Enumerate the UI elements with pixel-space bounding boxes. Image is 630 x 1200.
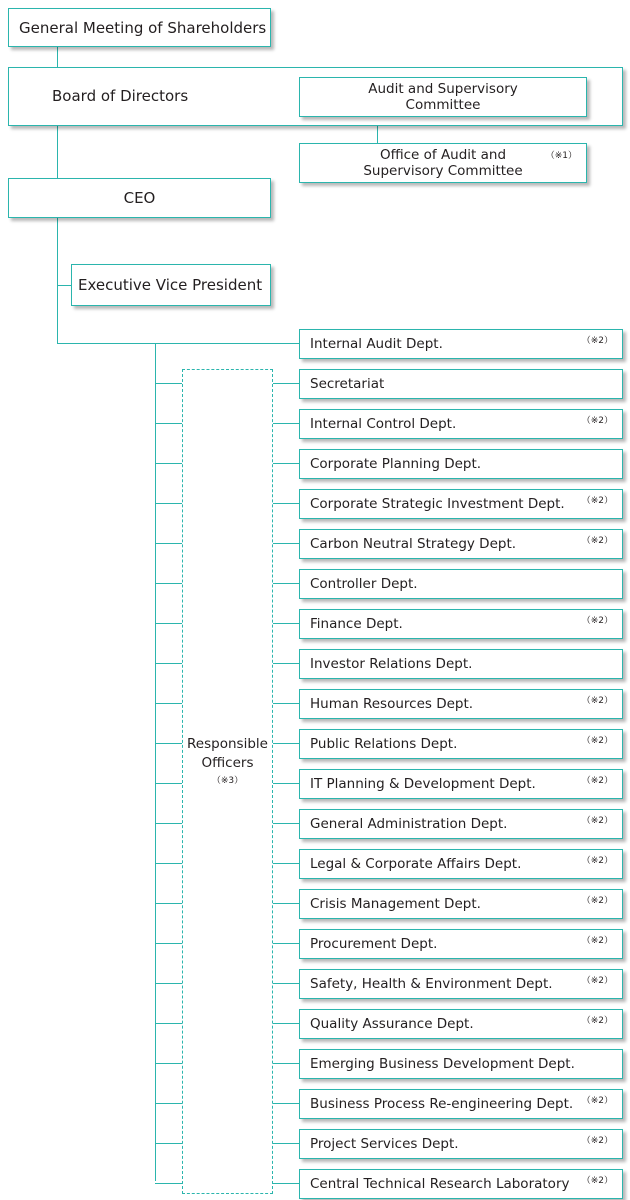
dept-connector: [155, 943, 182, 944]
department-label: Crisis Management Dept.: [310, 896, 481, 912]
dept-connector: [273, 1183, 299, 1184]
department-label: Secretariat: [310, 376, 385, 392]
department-label: Project Services Dept.: [310, 1136, 459, 1152]
connector-dept-trunk: [155, 343, 156, 1181]
department-box: [299, 769, 623, 799]
office-note: （※1）: [545, 151, 577, 161]
office-audit-committee-box: [299, 143, 587, 183]
dept-connector: [273, 903, 299, 904]
department-box: [299, 969, 623, 999]
department-label: Procurement Dept.: [310, 936, 438, 952]
dept-connector: [155, 463, 182, 464]
dept-connector: [273, 863, 299, 864]
department-note: （※2）: [581, 1096, 613, 1106]
audit-committee-line-2: Committee: [405, 97, 481, 113]
department-box: [299, 569, 623, 599]
shareholders-label: General Meeting of Shareholders: [19, 18, 267, 37]
responsible-officers-label: [182, 735, 273, 773]
board-of-directors-label: Board of Directors: [52, 87, 189, 105]
department-note: （※2）: [581, 536, 613, 546]
dept-connector: [155, 1183, 182, 1184]
department-label: Corporate Planning Dept.: [310, 456, 482, 472]
audit-committee-line-1: Audit and Supervisory: [368, 81, 518, 97]
dept-connector: [273, 1063, 299, 1064]
dept-connector: [273, 943, 299, 944]
department-box: [299, 1089, 623, 1119]
department-box: [299, 529, 623, 559]
department-box: [299, 849, 623, 879]
department-label: Safety, Health & Environment Dept.: [310, 976, 553, 992]
dept-connector: [155, 1103, 182, 1104]
department-box: [299, 1169, 623, 1199]
dept-connector: [155, 983, 182, 984]
dept-connector: [155, 583, 182, 584]
office-audit-line-1: Office of Audit and: [379, 147, 507, 163]
department-note: （※2）: [581, 696, 613, 706]
department-box: [299, 1009, 623, 1039]
department-note: （※2）: [581, 976, 613, 986]
department-box: [299, 489, 623, 519]
dept-connector: [273, 783, 299, 784]
department-label: Controller Dept.: [310, 576, 418, 592]
executive-vice-president-box: [71, 264, 271, 306]
dept-connector: [155, 903, 182, 904]
department-note: （※2）: [581, 496, 613, 506]
department-label: Public Relations Dept.: [310, 736, 458, 752]
ceo-label: CEO: [123, 189, 156, 207]
dept-connector: [155, 383, 182, 384]
department-note: （※2）: [581, 1016, 613, 1026]
department-note: （※2）: [581, 776, 613, 786]
connector-ceo-trunk: [57, 218, 58, 344]
department-label: Legal & Corporate Affairs Dept.: [310, 856, 522, 872]
department-note: （※2）: [581, 856, 613, 866]
dept-connector: [273, 703, 299, 704]
department-label: General Administration Dept.: [310, 816, 508, 832]
department-box: [299, 889, 623, 919]
dept-connector: [155, 1063, 182, 1064]
department-note: （※2）: [581, 1136, 613, 1146]
department-label: Investor Relations Dept.: [310, 656, 473, 672]
department-note: （※2）: [581, 816, 613, 826]
department-note: （※2）: [581, 896, 613, 906]
dept-connector: [273, 463, 299, 464]
department-note: （※2）: [581, 616, 613, 626]
shareholders-meeting-box: [8, 8, 271, 47]
dept-connector: [273, 623, 299, 624]
department-box: [299, 649, 623, 679]
ceo-box: [8, 178, 271, 218]
responsible-officers-note: （※3）: [211, 776, 244, 786]
dept-connector: [273, 743, 299, 744]
department-note: （※2）: [581, 336, 613, 346]
department-note: （※2）: [581, 736, 613, 746]
dept-connector: [155, 783, 182, 784]
dept-connector: [273, 663, 299, 664]
dept-connector: [273, 983, 299, 984]
dept-connector: [273, 823, 299, 824]
department-box: [299, 929, 623, 959]
department-note: （※2）: [581, 416, 613, 426]
department-label: Business Process Re-engineering Dept.: [310, 1096, 574, 1112]
connector-board-ceo: [57, 126, 58, 178]
audit-supervisory-committee-box: [299, 77, 587, 117]
responsible-officers-line-2: Officers: [201, 755, 254, 771]
department-label: Finance Dept.: [310, 616, 403, 632]
department-label: Corporate Strategic Investment Dept.: [310, 496, 565, 512]
dept-connector: [155, 703, 182, 704]
dept-connector: [155, 663, 182, 664]
dept-connector: [155, 1023, 182, 1024]
dept-connector: [155, 1143, 182, 1144]
dept-connector: [155, 623, 182, 624]
dept-connector: [155, 863, 182, 864]
department-box: [299, 1049, 623, 1079]
department-box: [299, 1129, 623, 1159]
department-label: Emerging Business Development Dept.: [310, 1056, 575, 1072]
dept-connector: [273, 1103, 299, 1104]
department-box: [299, 689, 623, 719]
department-box: [299, 729, 623, 759]
dept-connector: [273, 423, 299, 424]
responsible-officers-line-1: Responsible: [187, 736, 268, 752]
department-note: （※2）: [581, 1176, 613, 1186]
dept-connector: [273, 383, 299, 384]
dept-connector: [155, 743, 182, 744]
office-audit-line-2: Supervisory Committee: [363, 163, 523, 179]
dept-connector: [273, 503, 299, 504]
evp-label: Executive Vice President: [78, 276, 263, 294]
department-label: Internal Control Dept.: [310, 416, 457, 432]
department-label: Quality Assurance Dept.: [310, 1016, 474, 1032]
dept-connector: [273, 583, 299, 584]
department-label: IT Planning & Development Dept.: [310, 776, 536, 792]
connector-shareholders-board: [57, 47, 58, 67]
department-box: [299, 449, 623, 479]
dept-connector: [155, 423, 182, 424]
dept-connector: [273, 543, 299, 544]
department-label: Carbon Neutral Strategy Dept.: [310, 536, 517, 552]
connector-internal-audit: [57, 343, 299, 344]
department-label: Human Resources Dept.: [310, 696, 474, 712]
connector-evp: [57, 285, 71, 286]
department-box: [299, 329, 623, 359]
department-note: （※2）: [581, 936, 613, 946]
dept-connector: [155, 823, 182, 824]
department-label: Central Technical Research Laboratory: [310, 1176, 570, 1192]
department-box: [299, 369, 623, 399]
dept-connector: [155, 543, 182, 544]
dept-connector: [273, 1143, 299, 1144]
dept-connector: [155, 503, 182, 504]
department-box: [299, 409, 623, 439]
department-box: [299, 609, 623, 639]
department-label: Internal Audit Dept.: [310, 336, 443, 352]
dept-connector: [273, 1023, 299, 1024]
department-box: [299, 809, 623, 839]
